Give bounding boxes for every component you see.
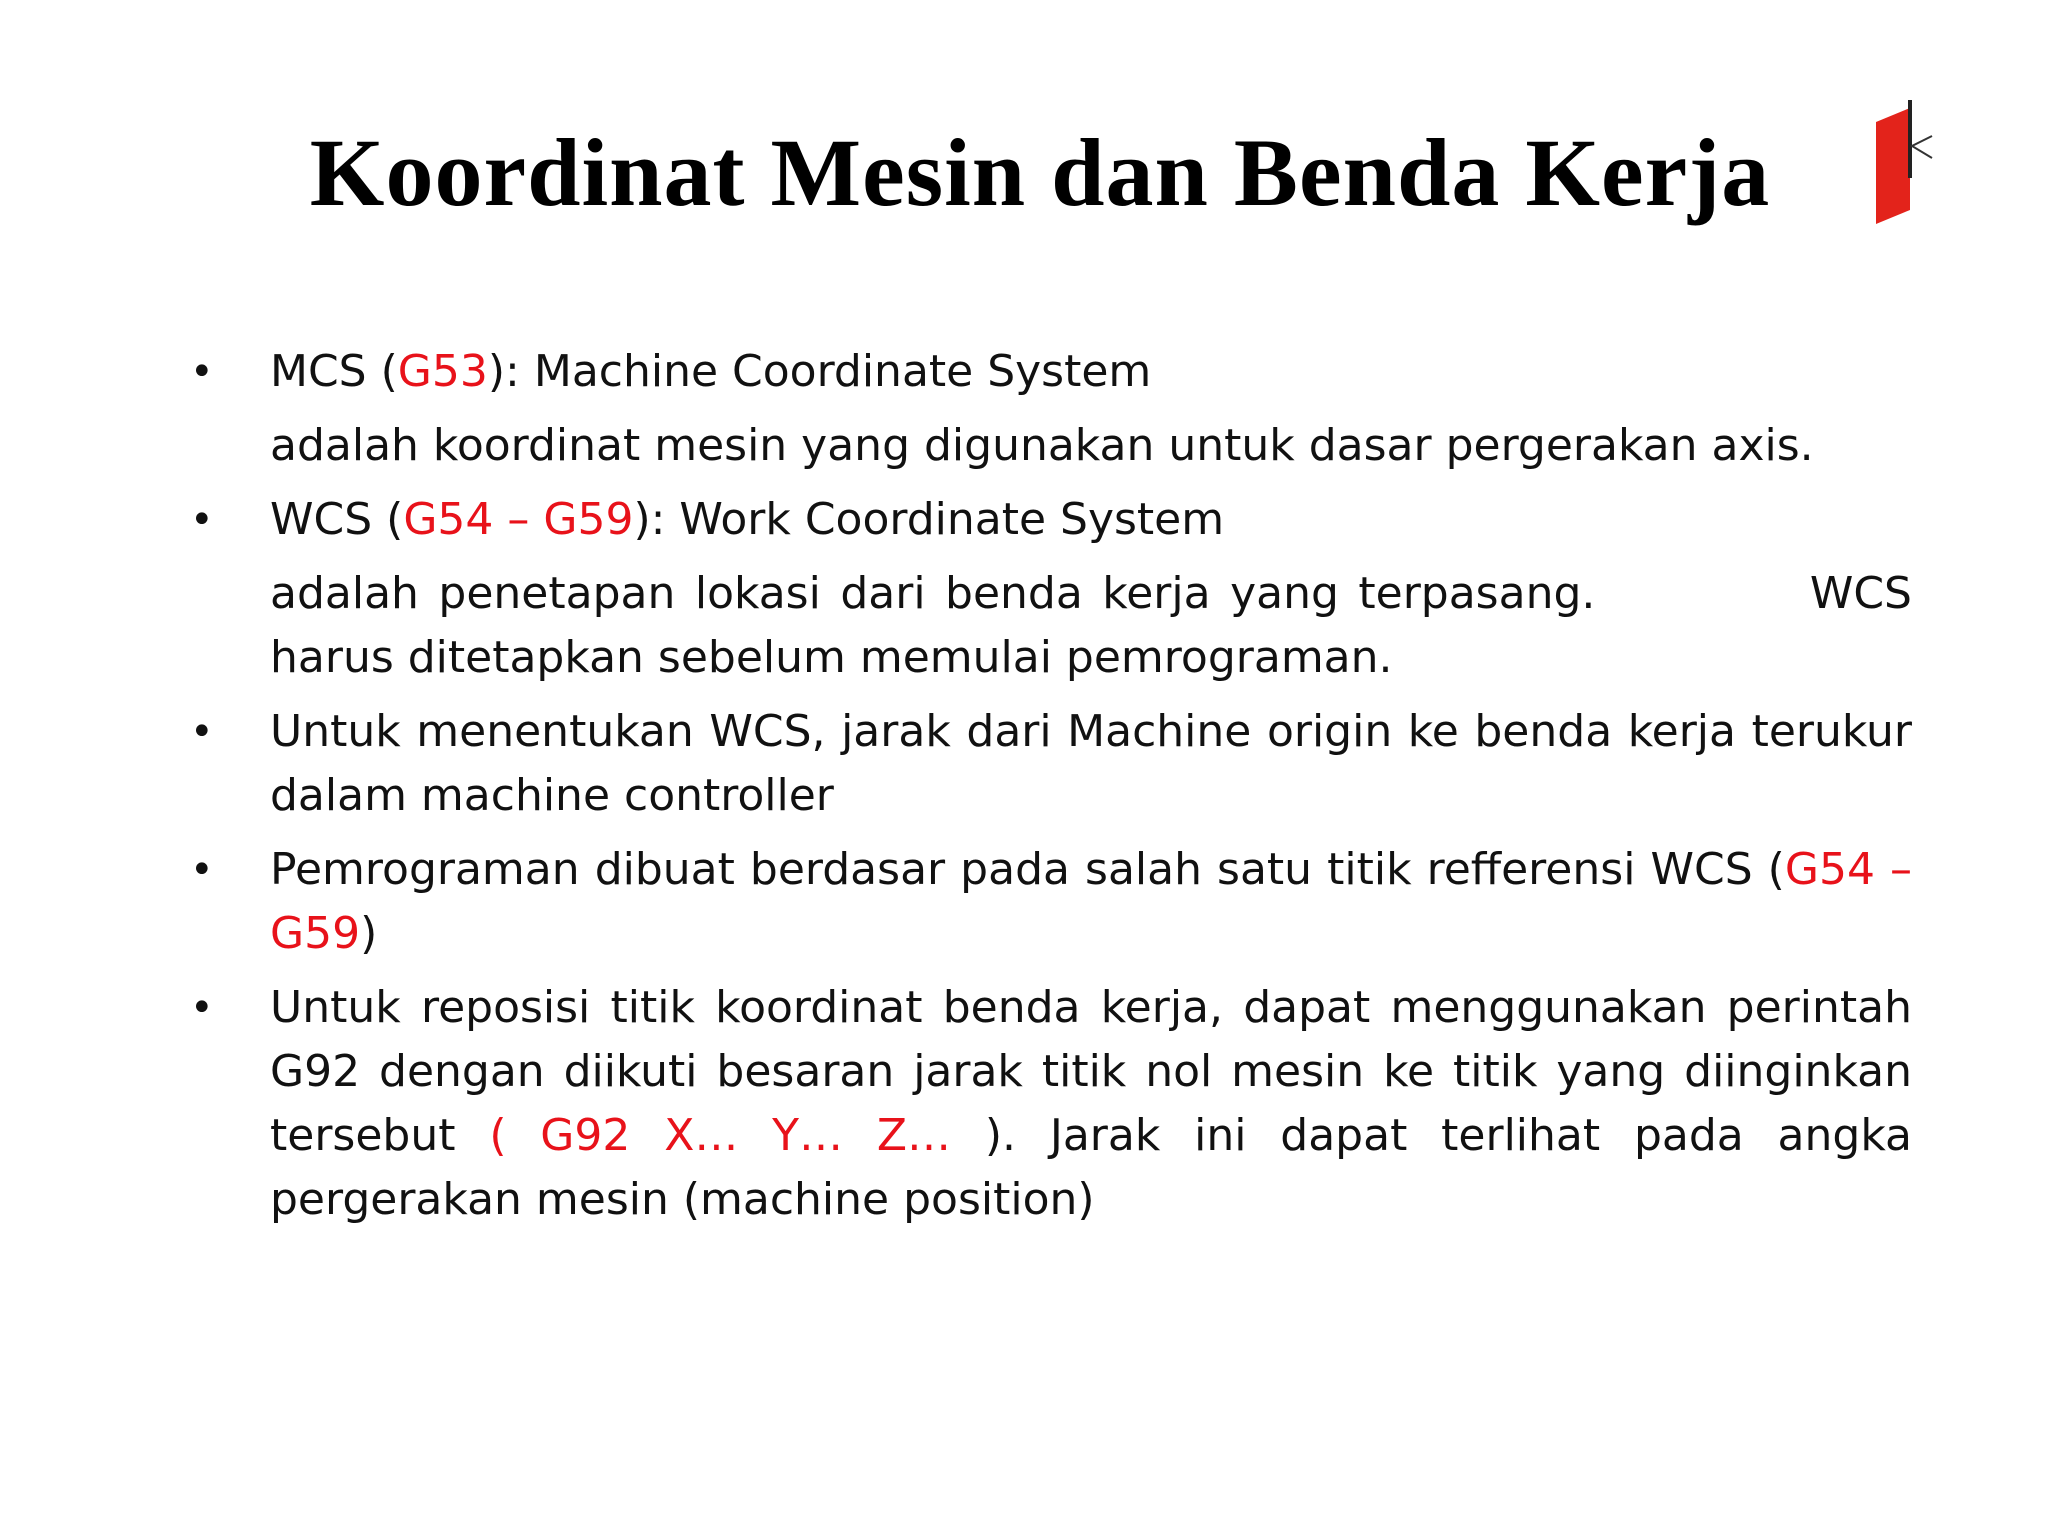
- list-item-measure: [190, 700, 1912, 828]
- gcode-highlight: G54 – G59: [270, 844, 1912, 959]
- item-text: ): Machine Coordinate System: [487, 346, 1152, 397]
- item-description: adalah koordinat mesin yang digunakan untuk dasar pergerakan axis.: [270, 420, 1814, 471]
- item-text: Pemrograman dibuat berdasar pada salah satu titik refferensi WCS (: [270, 844, 1785, 895]
- item-text: ): Work Coordinate System: [633, 494, 1225, 545]
- item-text: MCS (: [270, 346, 398, 397]
- item-text: ): [360, 908, 378, 959]
- bullet-icon: •: [190, 497, 214, 543]
- item-text: Untuk menentukan WCS, jarak dari Machine origin ke benda kerja terukur dalam machine controller: [270, 706, 1912, 821]
- list-item-g92: [190, 976, 1912, 1232]
- bullet-list: [190, 340, 1926, 1242]
- gcode-highlight: G53: [397, 346, 488, 397]
- item-text: WCS (: [270, 494, 404, 545]
- bullet-icon: •: [190, 985, 214, 1031]
- item-text: Untuk reposisi titik koordinat benda kerja, dapat menggunakan perintah G92 dengan diikuti besaran jarak titik nol mesin ke titik yang diinginkan tersebut: [270, 982, 1912, 1161]
- list-item-programming: [190, 838, 1912, 966]
- list-item-mcs: [190, 340, 1912, 404]
- item-text: ). Jarak ini dapat terlihat pada angka pergerakan mesin (machine position): [270, 1110, 1913, 1225]
- bullet-icon: •: [190, 349, 214, 395]
- bullet-icon: •: [190, 847, 214, 893]
- gcode-highlight: G54 – G59: [403, 494, 634, 545]
- item-description: adalah penetapan lokasi dari benda kerja yang terpasang. WCS harus ditetapkan sebelum memulai pemrograman.: [270, 568, 1926, 683]
- gcode-highlight: ( G92 X… Y… Z…: [489, 1110, 985, 1161]
- list-item-wcs: [190, 488, 1912, 552]
- slide-title: Koordinat Mesin dan Benda Kerja: [309, 119, 1771, 226]
- bullet-icon: •: [190, 709, 214, 755]
- red-flag-logo-icon: [1858, 98, 1938, 228]
